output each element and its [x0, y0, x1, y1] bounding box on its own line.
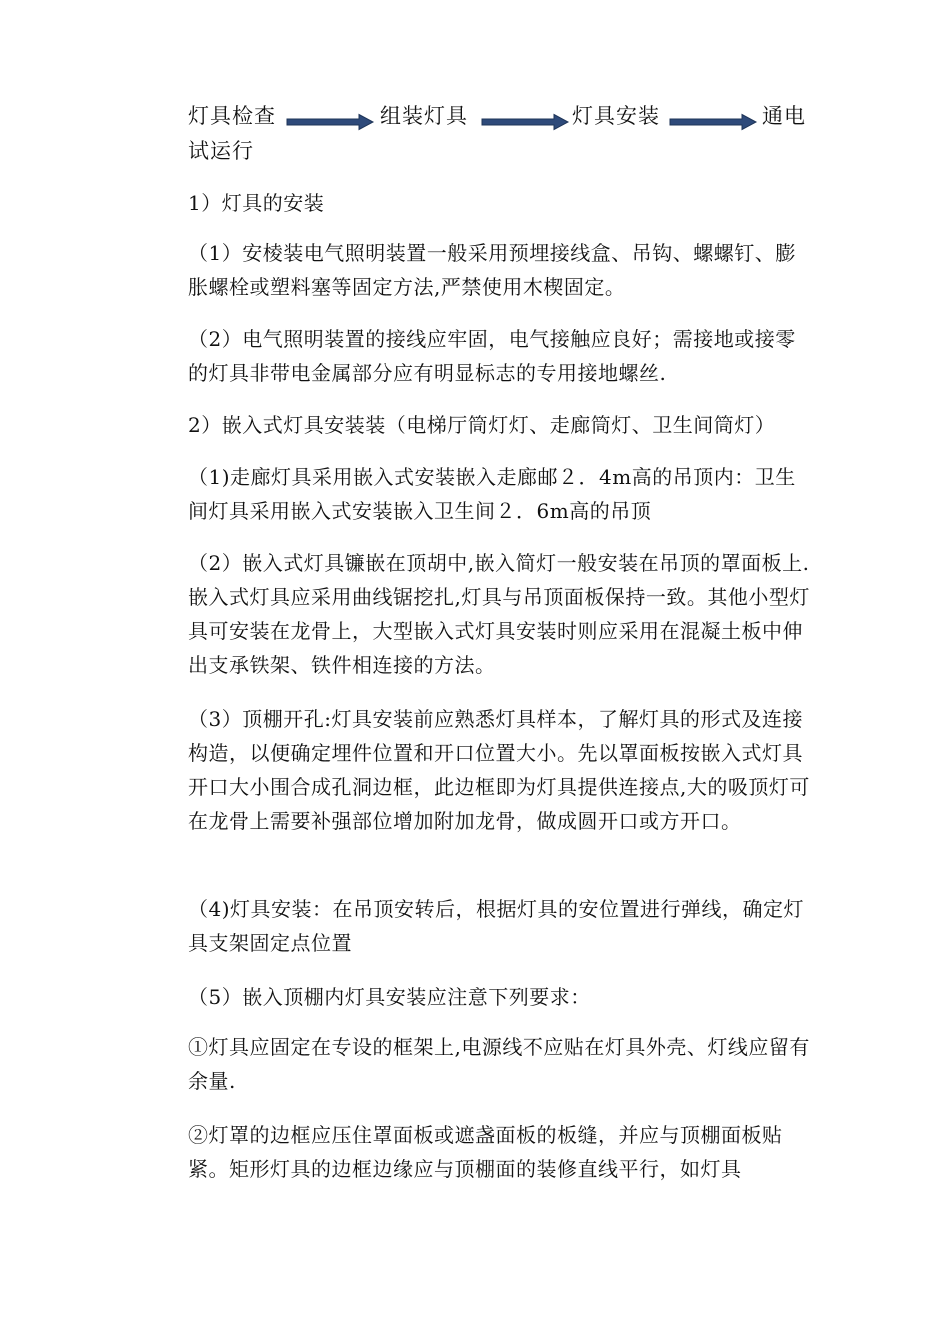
paragraph: （1)走廊灯具采用嵌入式安装嵌入走廊邮２．4m高的吊顶内：卫生间灯具采用嵌入式安装嵌入卫生间２．6m高的吊顶 — [188, 465, 796, 523]
flow-arrow-icon — [480, 113, 570, 131]
section-heading-2: 2）嵌入式灯具安装装（电梯厅筒灯灯、走廊筒灯、卫生间筒灯） — [188, 413, 776, 437]
paragraph: （3）顶棚开孔:灯具安装前应熟悉灯具样本，了解灯具的形式及连接构造，以便确定埋件位置和开口位置大小。先以罩面板按嵌入式灯具开口大小围合成孔洞边框，此边框即为灯具提供连接点,大的吸顶灯可在龙骨上需要补强部位增加附加龙骨，做成圆开口或方开口。 — [188, 707, 810, 833]
flow-step-3: 灯具安装 — [572, 104, 660, 128]
paragraph: （2）嵌入式灯具镰嵌在顶胡中,嵌入简灯一般安装在吊顶的罩面板上.嵌入式灯具应采用曲线锯挖扎,灯具与吊顶面板保持一致。其他小型灯具可安装在龙骨上，大型嵌入式灯具安装时则应采用在混凝土板中伸出支承铁架、铁件相连接的方法。 — [188, 551, 810, 677]
paragraph: （2）电气照明装置的接线应牢固，电气接触应良好；需接地或接零的灯具非带电金属部分应有明显标志的专用接地螺丝. — [188, 327, 796, 385]
paragraph: ②灯罩的边框应压住罩面板或遮盏面板的板缝，并应与顶棚面板贴紧。矩形灯具的边框边缘应与顶棚面的装修直线平行，如灯具 — [188, 1123, 783, 1181]
flow-step-4: 通电 — [762, 104, 806, 128]
flow-arrow-icon — [668, 113, 758, 131]
flow-step-4-continued: 试运行 — [188, 139, 254, 163]
paragraph: （5）嵌入顶棚内灯具安装应注意下列要求： — [188, 985, 591, 1009]
paragraph: ①灯具应固定在专设的框架上,电源线不应贴在灯具外壳、灯线应留有余量. — [188, 1035, 810, 1093]
flow-arrow-icon — [285, 113, 375, 131]
flow-step-2: 组装灯具 — [380, 104, 468, 128]
section-heading-1: 1）灯具的安装 — [188, 191, 325, 215]
paragraph: （1）安棱装电气照明装置一般采用预埋接线盒、吊钩、螺螺钉、膨胀螺栓或塑料塞等固定方法,严禁使用木楔固定。 — [188, 241, 796, 299]
flow-step-1: 灯具检查 — [188, 104, 276, 128]
paragraph: （4)灯具安装：在吊顶安转后，根据灯具的安位置进行弹线，确定灯具支架固定点位置 — [188, 897, 805, 955]
